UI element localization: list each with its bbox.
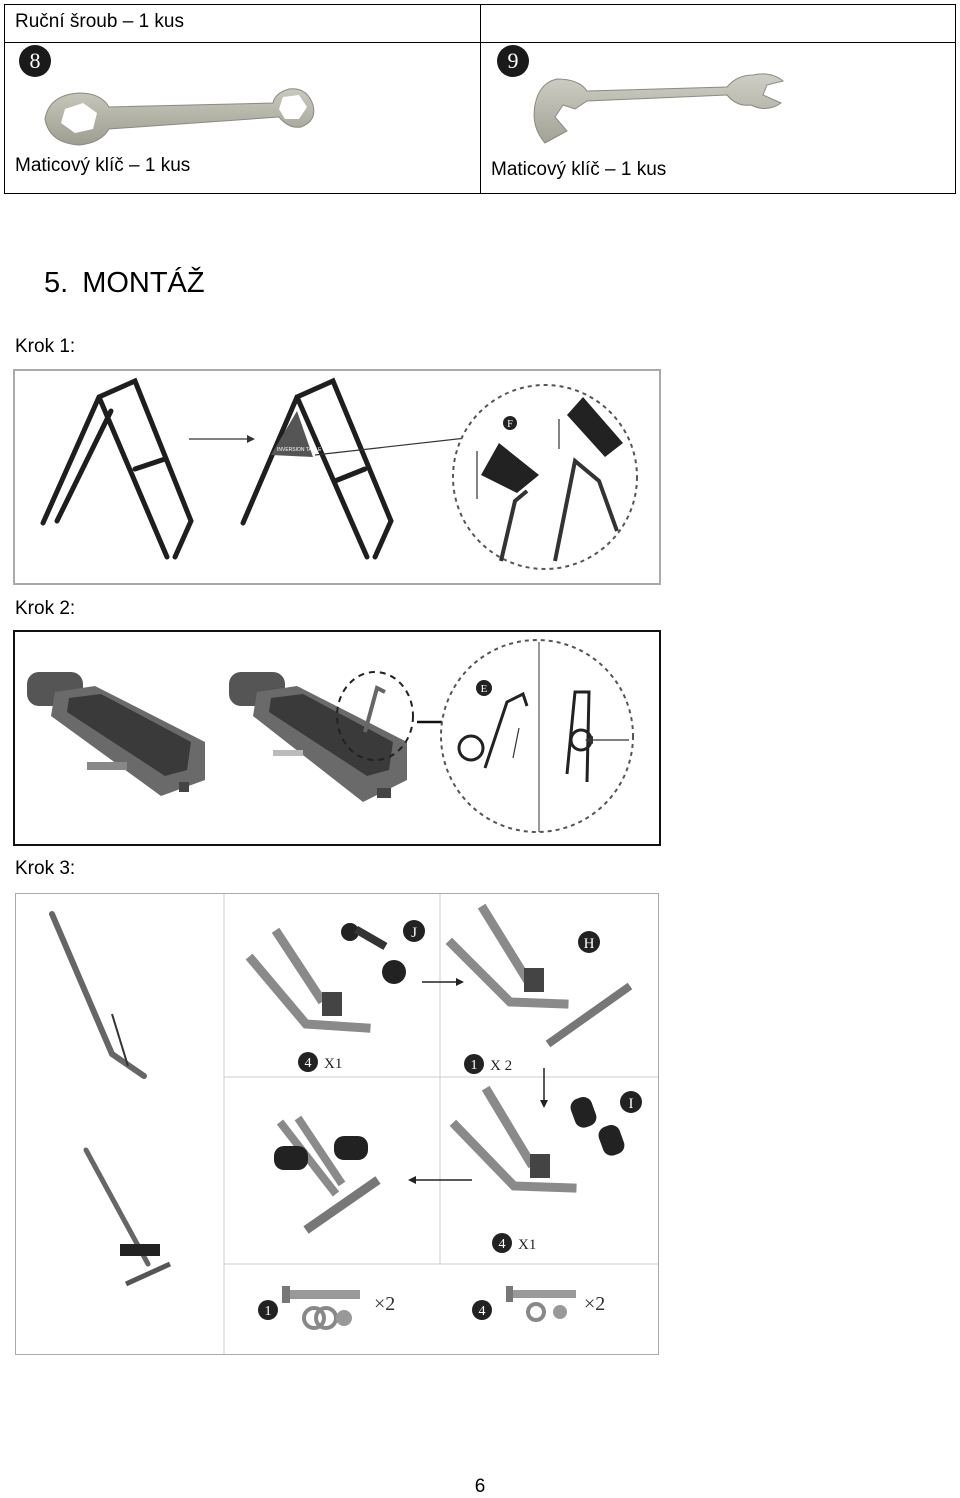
step-1-label: Krok 1: (15, 336, 76, 357)
step-2-label: Krok 2: (15, 598, 76, 619)
part-e-label: E (480, 683, 488, 695)
parts-table (4, 4, 956, 194)
bolt-4-qty: ×2 (584, 1293, 606, 1315)
inversion-table-tag: INVERSION TABLE (277, 447, 322, 453)
section-number: 5. (44, 267, 69, 299)
step-3-figure (15, 893, 659, 1355)
part-top-left-label: Ruční šroub – 1 kus (15, 11, 184, 32)
qty-4a-count: X1 (324, 1056, 343, 1072)
step-2-figure (13, 630, 661, 846)
part-9-label: Maticový klíč – 1 kus (491, 159, 667, 180)
step-1-figure (13, 369, 661, 585)
qty-4b-count: X1 (518, 1237, 537, 1253)
part-8-label: Maticový klíč – 1 kus (15, 155, 191, 176)
part-9-badge: 9 (497, 45, 529, 77)
section-heading (44, 267, 205, 300)
bolt-1-badge: 1 (264, 1304, 272, 1319)
part-j-label: J (411, 925, 417, 941)
step-1-illustration (15, 371, 659, 583)
page-number: 6 (474, 1476, 486, 1497)
step-3-label: Krok 3: (15, 858, 76, 879)
section-title: MONTÁŽ (82, 267, 205, 299)
open-wrench-image (527, 69, 787, 149)
part-h-label: H (583, 936, 595, 952)
qty-badge-4b: 4 (498, 1237, 506, 1252)
part-8-badge: 8 (19, 45, 51, 77)
qty-1-count: X 2 (490, 1058, 513, 1074)
bolt-4-badge: 4 (478, 1304, 486, 1319)
table-divider (480, 5, 481, 193)
step-2-illustration (15, 632, 659, 844)
step-3-illustration (16, 894, 658, 1354)
ring-wrench-image (39, 83, 319, 149)
qty-badge-1: 1 (470, 1058, 478, 1073)
bolt-1-qty: ×2 (374, 1293, 396, 1315)
part-i-label: I (628, 1096, 634, 1112)
part-f-label: F (507, 419, 513, 430)
qty-badge-4a: 4 (304, 1056, 312, 1071)
